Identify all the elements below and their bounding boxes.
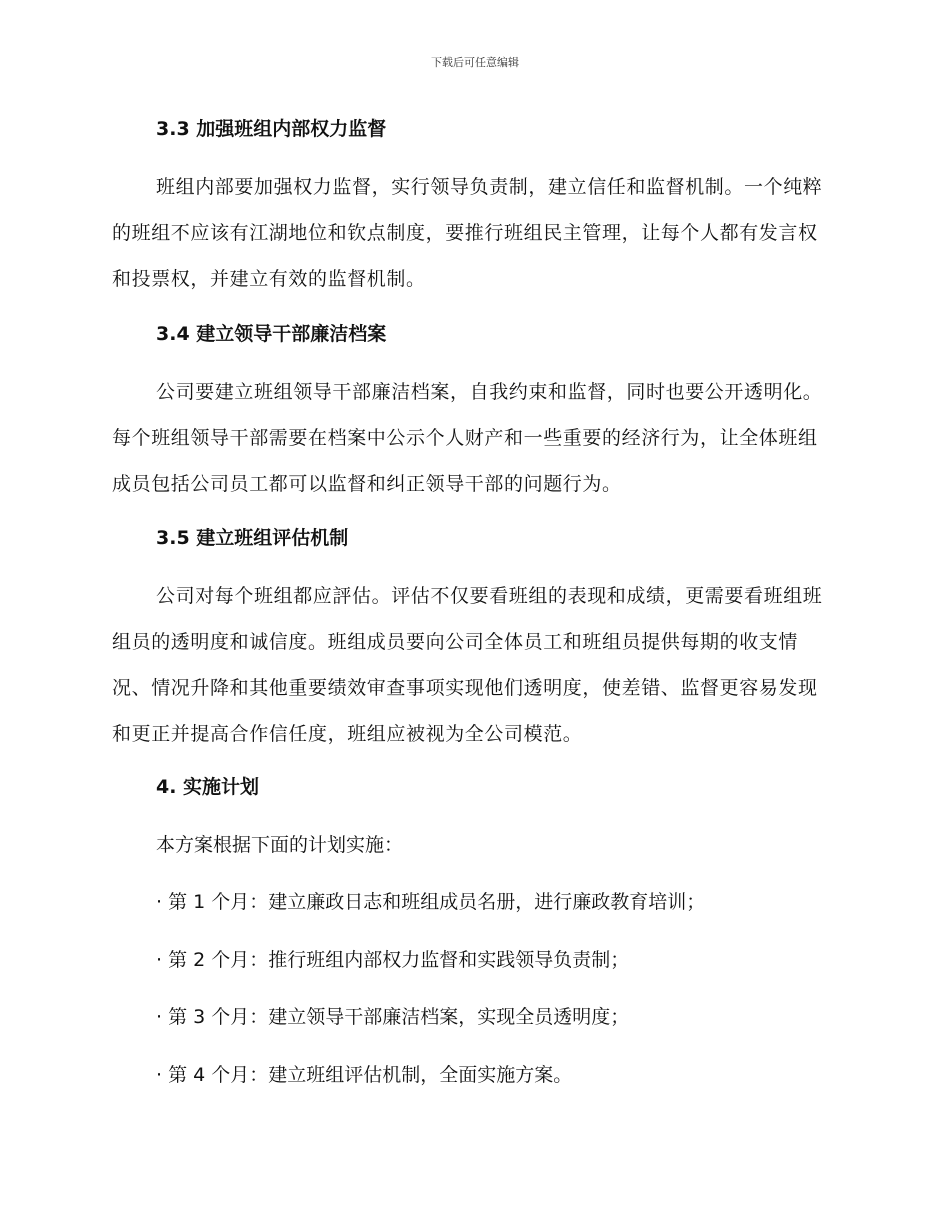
section-heading-3-4: 3.4 建立领导干部廉洁档案: [156, 323, 387, 345]
page-header-note: 下载后可任意编辑: [431, 56, 519, 69]
section-heading-4: 4. 实施计划: [156, 776, 260, 798]
section-heading-3-5: 3.5 建立班组评估机制: [156, 527, 349, 549]
section-body-4: 本方案根据下面的计划实施：: [156, 834, 404, 856]
section-heading-3-3: 3.3 加强班组内部权力监督: [156, 118, 387, 140]
section-body-3-4: 公司要建立班组领导干部廉洁档案，自我约束和监督，同时也要公开透明化。每个班组领导干部需要在档案中公示个人财产和一些重要的经济行为，让全体班组成员包括公司员工都可以监督和纠正领导干部的问题行为。: [112, 381, 823, 495]
plan-item-month-2: · 第 2 个月：推行班组内部权力监督和实践领导负责制；: [156, 949, 630, 971]
section-body-3-5: 公司对每个班组都应評估。评估不仅要看班组的表现和成绩，更需要看班组班组员的透明度和诚信度。班组成员要向公司全体员工和班组员提供每期的收支情况、情况升降和其他重要绩效审查事项实现他们透明度，使差错、监督更容易发现和更正并提高合作信任度，班组应被视为全公司模范。: [112, 585, 823, 745]
section-body-3-3: 班组内部要加强权力监督，实行领导负责制，建立信任和监督机制。一个纯粹的班组不应该有江湖地位和钦点制度，要推行班组民主管理，让每个人都有发言权和投票权，并建立有效的监督机制。: [112, 176, 823, 290]
plan-item-month-3: · 第 3 个月：建立领导干部廉洁档案，实现全员透明度；: [156, 1006, 630, 1028]
plan-item-month-1: · 第 1 个月：建立廉政日志和班组成员名册，进行廉政教育培训；: [156, 891, 706, 913]
plan-item-month-4: · 第 4 个月：建立班组评估机制，全面实施方案。: [156, 1064, 573, 1086]
